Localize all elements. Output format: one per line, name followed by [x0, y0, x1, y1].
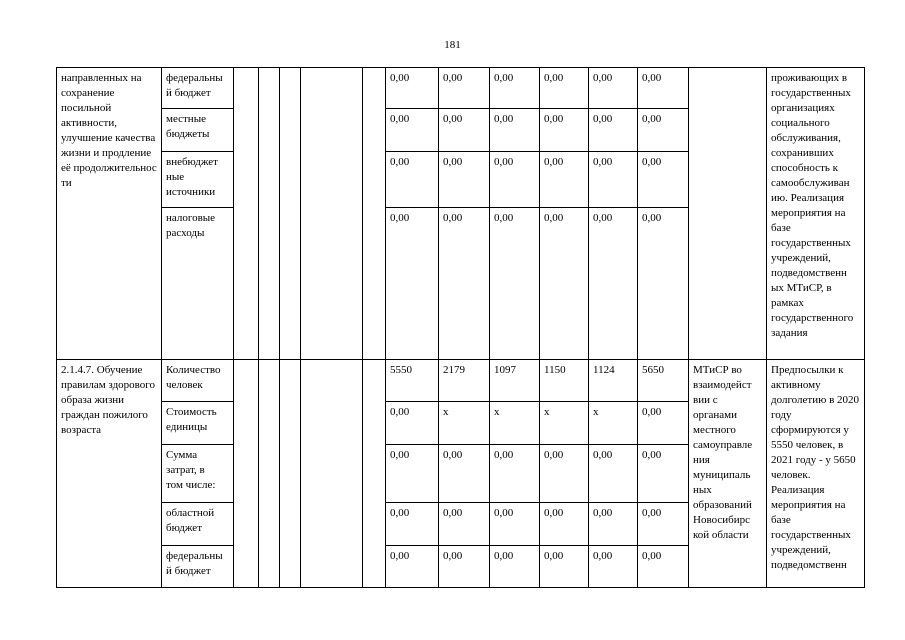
- value-cell: 0,00: [490, 546, 540, 588]
- value-cell: 0,00: [490, 208, 540, 360]
- row-label: федеральны й бюджет: [162, 546, 234, 588]
- row-label: Количество человек: [162, 360, 234, 402]
- value-cell: 0,00: [540, 68, 589, 109]
- value-cell: 0,00: [638, 152, 689, 208]
- value-cell: 0,00: [439, 546, 490, 588]
- value-cell: 0,00: [490, 152, 540, 208]
- page-number: 181: [444, 39, 461, 51]
- row-label: областной бюджет: [162, 503, 234, 546]
- value-cell: 0,00: [589, 152, 638, 208]
- table-row: [57, 360, 865, 402]
- row-label: налоговые расходы: [162, 208, 234, 360]
- value-cell: 0,00: [638, 68, 689, 109]
- value-cell: 0,00: [638, 402, 689, 445]
- executor-cell: МТиСР во взаимодейст вии с органами местного самоуправле ния муниципаль ных образований Новосибирс кой области: [689, 360, 767, 588]
- value-cell: 0,00: [439, 152, 490, 208]
- measure-description: направленных на сохранение посильной активности, улучшение качества жизни и продление её продолжительнос ти: [57, 68, 162, 360]
- value-cell: 0,00: [589, 208, 638, 360]
- value-cell: 0,00: [386, 503, 439, 546]
- value-cell: 0,00: [490, 68, 540, 109]
- value-cell: x: [439, 402, 490, 445]
- value-cell: x: [540, 402, 589, 445]
- value-cell: 0,00: [638, 445, 689, 503]
- value-cell: 0,00: [638, 546, 689, 588]
- value-cell: 0,00: [386, 68, 439, 109]
- executor-cell: [689, 68, 767, 360]
- value-cell: 0,00: [540, 152, 589, 208]
- value-cell: 0,00: [589, 546, 638, 588]
- value-cell: 0,00: [638, 109, 689, 152]
- value-cell: 0,00: [589, 109, 638, 152]
- value-cell: 5550: [386, 360, 439, 402]
- value-cell: 0,00: [439, 503, 490, 546]
- value-cell: 1124: [589, 360, 638, 402]
- value-cell: 0,00: [540, 445, 589, 503]
- value-cell: 0,00: [439, 68, 490, 109]
- table-row: [57, 68, 865, 109]
- value-cell: 0,00: [439, 445, 490, 503]
- row-label: внебюджет ные источники: [162, 152, 234, 208]
- value-cell: 0,00: [540, 503, 589, 546]
- value-cell: 0,00: [439, 109, 490, 152]
- measure-description: 2.1.4.7. Обучение правилам здорового образа жизни граждан пожилого возраста: [57, 360, 162, 588]
- row-label: федеральны й бюджет: [162, 68, 234, 109]
- row-label: Сумма затрат, в том числе:: [162, 445, 234, 503]
- value-cell: 0,00: [638, 208, 689, 360]
- value-cell: 0,00: [386, 109, 439, 152]
- value-cell: 0,00: [589, 503, 638, 546]
- value-cell: 0,00: [638, 503, 689, 546]
- value-cell: 0,00: [589, 68, 638, 109]
- value-cell: x: [589, 402, 638, 445]
- value-cell: 0,00: [490, 503, 540, 546]
- value-cell: 1097: [490, 360, 540, 402]
- value-cell: 2179: [439, 360, 490, 402]
- value-cell: 1150: [540, 360, 589, 402]
- program-table: [56, 67, 865, 588]
- value-cell: 5650: [638, 360, 689, 402]
- value-cell: 0,00: [439, 208, 490, 360]
- value-cell: 0,00: [386, 208, 439, 360]
- value-cell: 0,00: [386, 445, 439, 503]
- value-cell: 0,00: [589, 445, 638, 503]
- row-label: Стоимость единицы: [162, 402, 234, 445]
- value-cell: 0,00: [540, 546, 589, 588]
- value-cell: 0,00: [490, 445, 540, 503]
- value-cell: 0,00: [540, 208, 589, 360]
- value-cell: 0,00: [386, 152, 439, 208]
- expected-result: проживающих в государственных организациях социального обслуживания, сохранивших способность к самообслуживан ию. Реализация мероприятия на базе государственных учреждений, подведомственн ых МТиСР, в рамках государственного задания: [767, 68, 865, 360]
- expected-result: Предпосылки к активному долголетию в 2020 году сформируются у 5550 человек, в 2021 году - у 5650 человек. Реализация мероприятия на базе государственных учреждений, подведомственн: [767, 360, 865, 588]
- value-cell: 0,00: [540, 109, 589, 152]
- value-cell: 0,00: [386, 402, 439, 445]
- row-label: местные бюджеты: [162, 109, 234, 152]
- value-cell: 0,00: [386, 546, 439, 588]
- value-cell: x: [490, 402, 540, 445]
- value-cell: 0,00: [490, 109, 540, 152]
